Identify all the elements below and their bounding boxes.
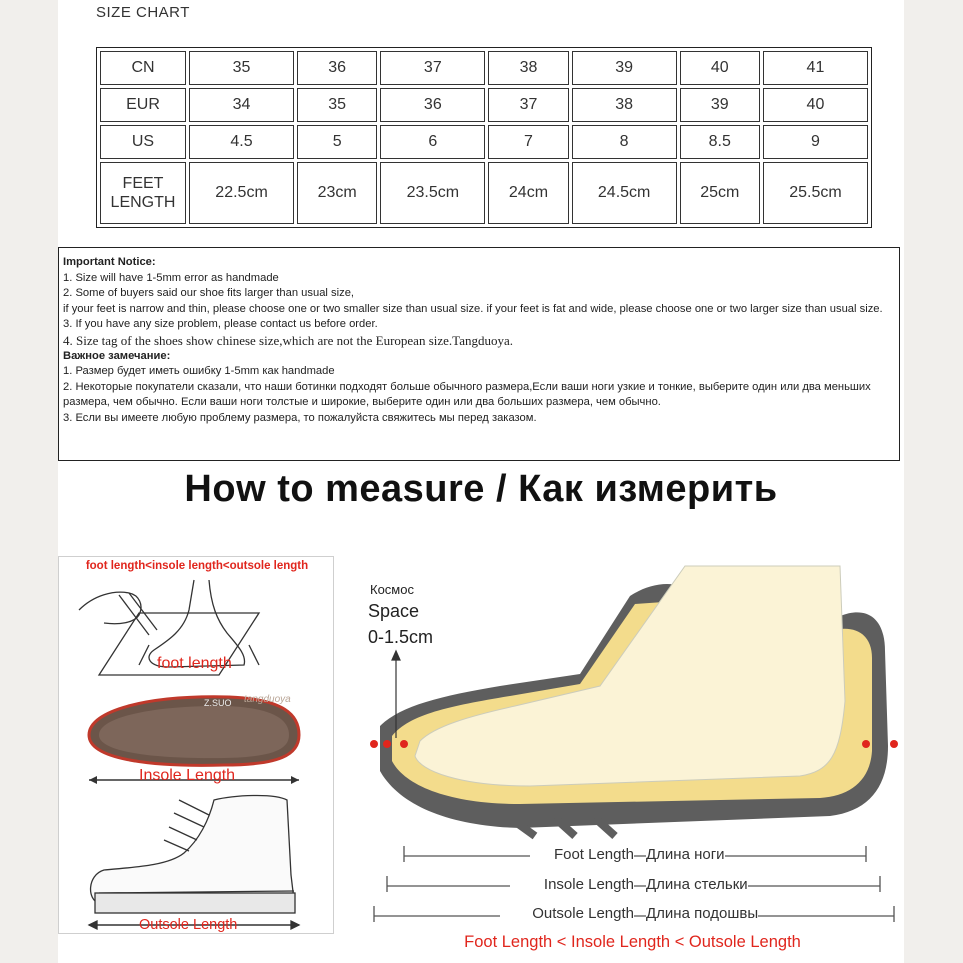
table-cell: 38 xyxy=(572,88,677,122)
table-cell: 34 xyxy=(189,88,294,122)
foot-length-en: Foot Length xyxy=(530,846,634,863)
table-cell: 23cm xyxy=(297,162,377,224)
table-cell: 7 xyxy=(488,125,568,159)
table-cell: 23.5cm xyxy=(380,162,485,224)
insole-brand-2: tangduoya xyxy=(244,694,291,705)
row-header: US xyxy=(100,125,186,159)
notice-line: 2. Some of buyers said our shoe fits larger than usual size, xyxy=(63,287,355,300)
space-label-ru: Космос xyxy=(370,582,414,597)
left-measure-panel xyxy=(58,556,334,934)
insole-brand-1: Z.SUO xyxy=(204,698,232,708)
table-cell: 35 xyxy=(189,51,294,85)
table-cell: 40 xyxy=(763,88,868,122)
notice-line: 3. Если вы имеете любую проблему размера, то пожалуйста свяжитесь мы перед заказом. xyxy=(63,411,537,424)
outsole-length-label: Outsole Length xyxy=(139,917,238,933)
outsole-length-en: Outsole Length xyxy=(500,905,634,922)
notice-heading-en: Important Notice: xyxy=(63,256,156,268)
left-illustrations xyxy=(59,575,335,935)
bottom-caption: Foot Length < Insole Length < Outsole Length xyxy=(464,933,801,951)
shoe-cross-section-diagram xyxy=(360,556,905,956)
table-cell: 6 xyxy=(380,125,485,159)
table-cell: 25cm xyxy=(680,162,760,224)
table-row-eur xyxy=(100,88,868,122)
notice-line: 2. Некоторые покупатели сказали, что наши ботинки подходят больше обычного размера,Если ваши ноги узкие и тонкие, выберите один или два меньших размера, чем обычно. Если ваши ноги толстые и широкие, выберите один или два больших размера, чем обычно. xyxy=(63,380,871,409)
notice-line: 1. Размер будет иметь ошибку 1-5mm как handmade xyxy=(63,365,335,378)
table-cell: 8.5 xyxy=(680,125,760,159)
row-header: CN xyxy=(100,51,186,85)
table-cell: 39 xyxy=(572,51,677,85)
left-top-caption: foot length<insole length<outsole length xyxy=(85,560,309,572)
table-cell: 24.5cm xyxy=(572,162,677,224)
row-header: EUR xyxy=(100,88,186,122)
table-cell: 38 xyxy=(488,51,568,85)
insole-length-label: Insole Length xyxy=(139,767,236,784)
table-cell: 24cm xyxy=(488,162,568,224)
notice-line: 3. If you have any size problem, please contact us before order. xyxy=(63,318,378,331)
notice-line: 1. Size will have 1-5mm error as handmade xyxy=(63,271,279,284)
foot-length-ru: Длина ноги xyxy=(646,846,725,863)
size-chart-table xyxy=(96,47,872,228)
table-cell: 9 xyxy=(763,125,868,159)
how-to-measure-heading: How to measure / Как измерить xyxy=(184,468,778,510)
table-row-cn xyxy=(100,51,868,85)
space-value: 0-1.5cm xyxy=(368,627,434,647)
table-cell: 36 xyxy=(380,88,485,122)
foot-length-label: foot length xyxy=(157,655,232,672)
boot-sketch-icon xyxy=(89,795,299,929)
space-label-en: Space xyxy=(368,601,420,621)
table-cell: 5 xyxy=(297,125,377,159)
insole-length-ru: Длина стельки xyxy=(646,876,748,893)
notice-line: if your feet is narrow and thin, please choose one or two smaller size than usual size. if your feet is fat and wide, please choose one or two larger size than usual size. xyxy=(63,302,883,315)
table-cell: 37 xyxy=(488,88,568,122)
important-notice xyxy=(58,247,900,461)
table-cell: 39 xyxy=(680,88,760,122)
row-header: FEET LENGTH xyxy=(100,162,186,224)
table-cell: 4.5 xyxy=(189,125,294,159)
table-cell: 35 xyxy=(297,88,377,122)
table-cell: 41 xyxy=(763,51,868,85)
outsole-length-ru: Длина подошвы xyxy=(646,905,759,922)
table-row-feet-length xyxy=(100,162,868,224)
table-cell: 40 xyxy=(680,51,760,85)
notice-line: 4. Size tag of the shoes show chinese size,which are not the European size.Tangduoya. xyxy=(63,332,513,348)
size-chart-title: SIZE CHART xyxy=(96,4,190,21)
insole-length-en: Insole Length xyxy=(510,876,634,893)
table-cell: 22.5cm xyxy=(189,162,294,224)
table-cell: 36 xyxy=(297,51,377,85)
notice-heading-ru: Важное замечание: xyxy=(63,349,171,362)
table-cell: 25.5cm xyxy=(763,162,868,224)
table-cell: 8 xyxy=(572,125,677,159)
table-cell: 37 xyxy=(380,51,485,85)
dimension-lines xyxy=(374,846,894,922)
table-row-us xyxy=(100,125,868,159)
